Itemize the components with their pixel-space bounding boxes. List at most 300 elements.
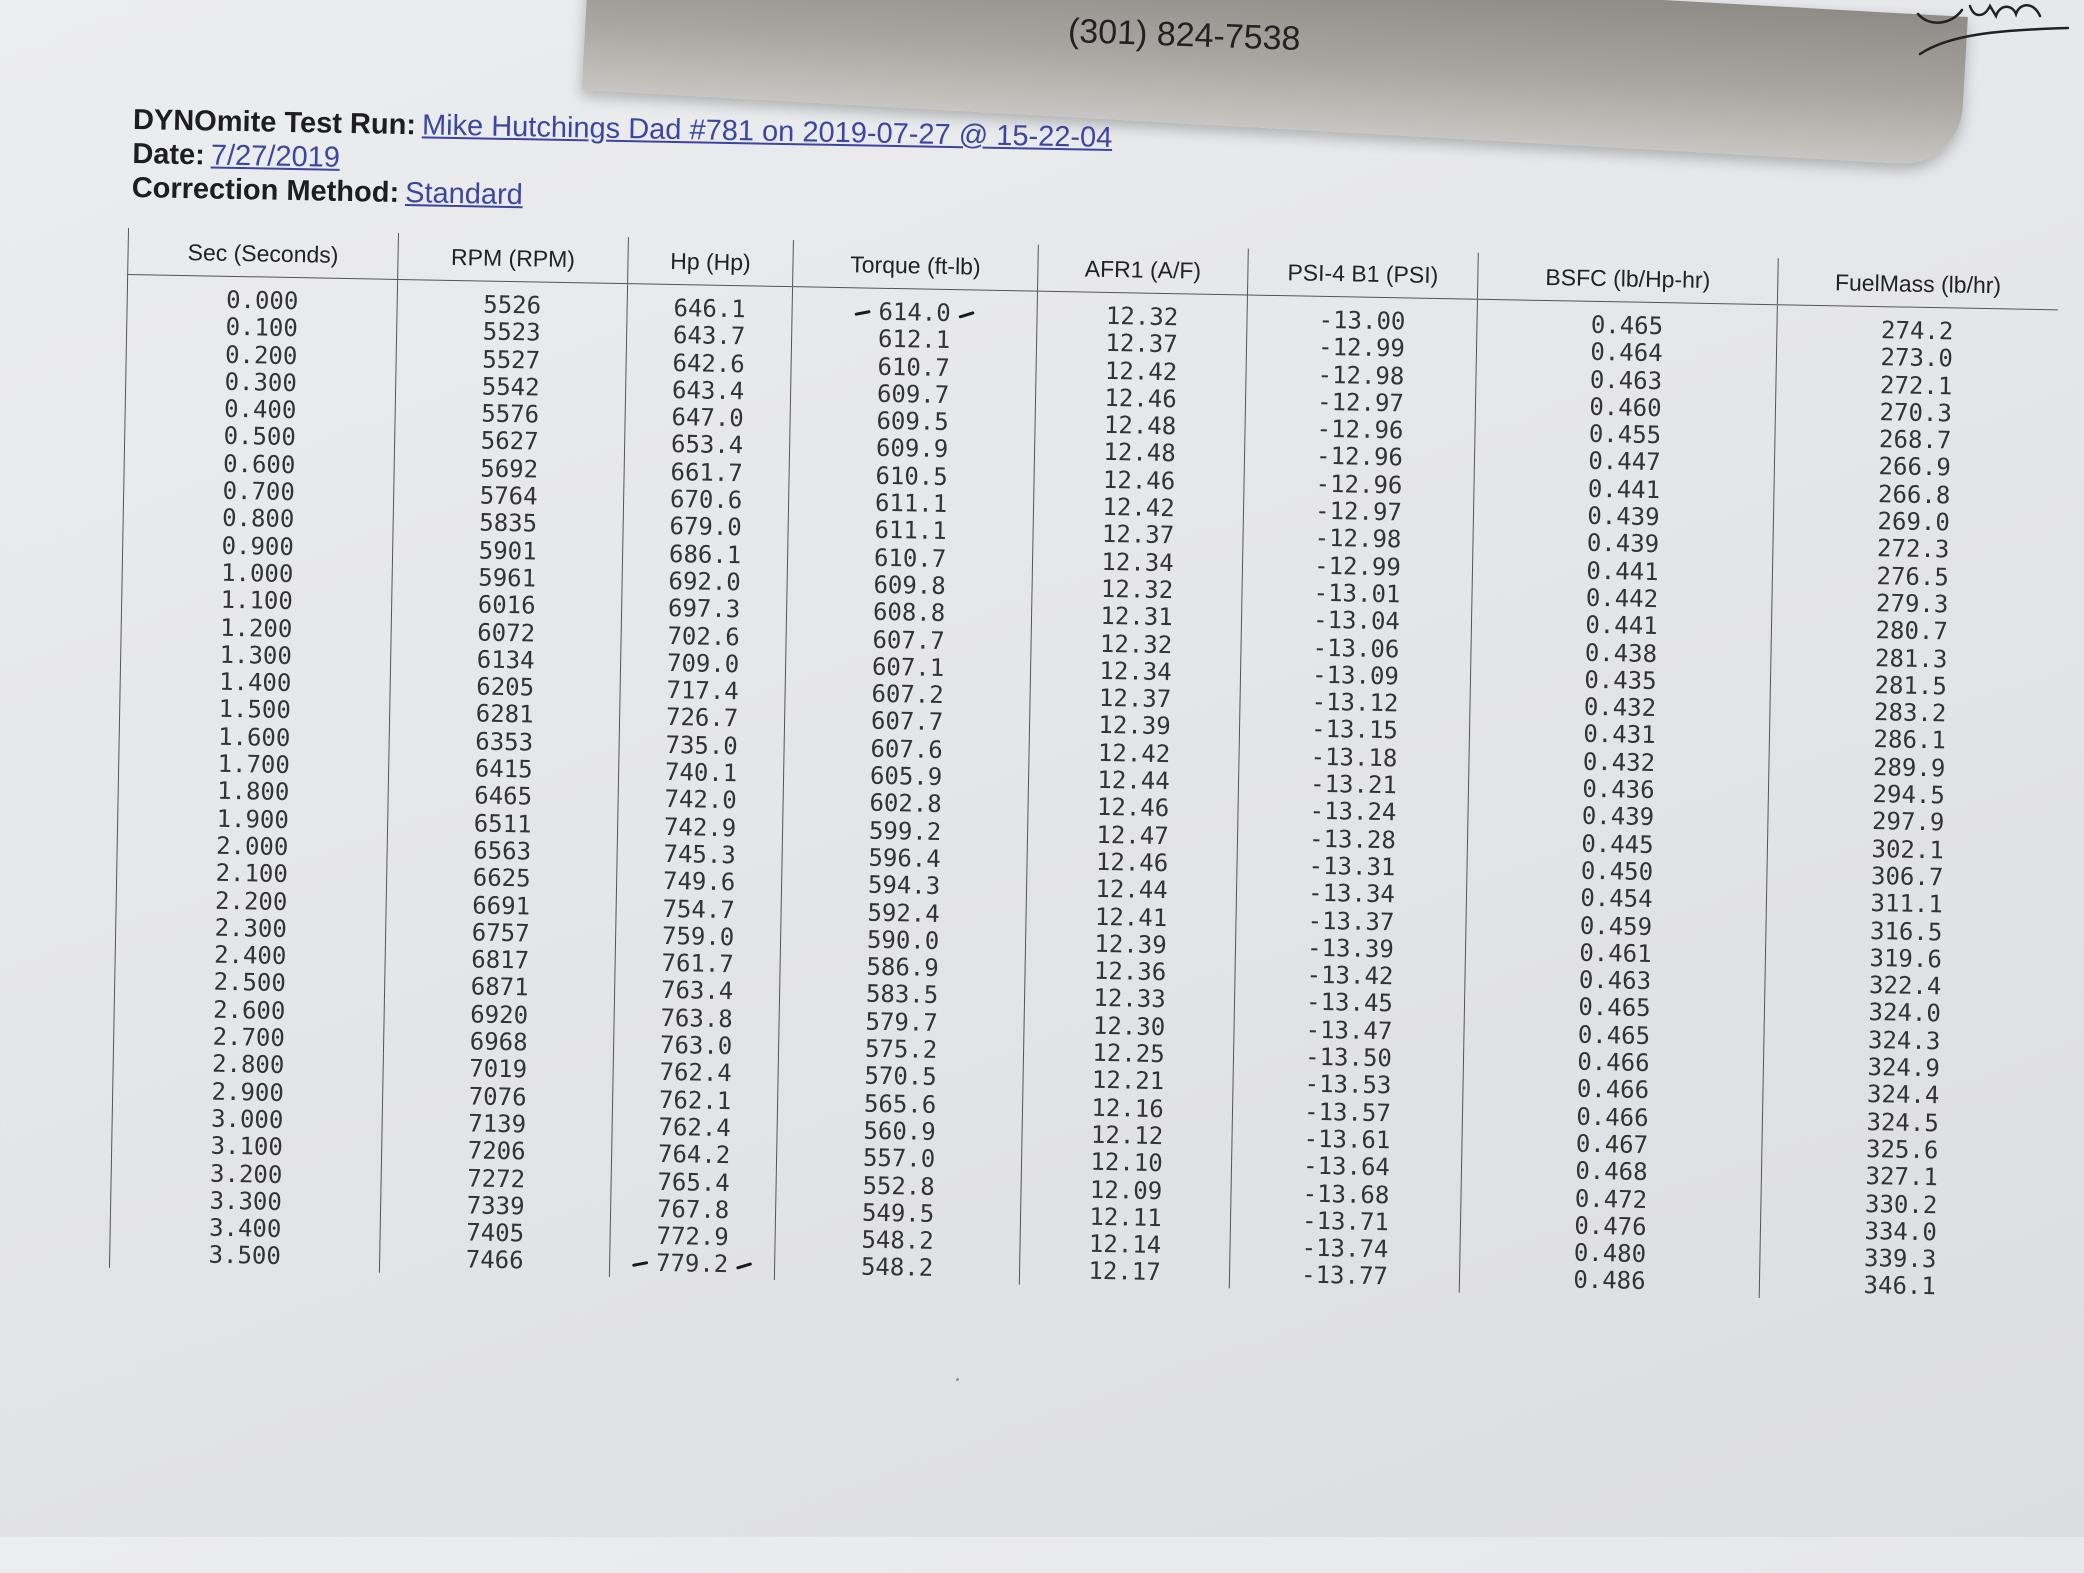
table-cell: 611.1 bbox=[788, 488, 1033, 520]
table-cell: 692.0 bbox=[622, 567, 787, 597]
table-cell: 324.0 bbox=[1764, 998, 2044, 1030]
table-cell: 281.5 bbox=[1770, 670, 2050, 702]
column-header: RPM (RPM) bbox=[398, 233, 629, 284]
table-cell: 609.8 bbox=[787, 570, 1032, 602]
table-cell: 762.4 bbox=[612, 1113, 777, 1143]
column-header: Torque (ft-lb) bbox=[793, 240, 1039, 291]
table-cell: 0.465 bbox=[1464, 992, 1764, 1025]
table-cell: 12.36 bbox=[1025, 957, 1235, 988]
column-header: FuelMass (lb/hr) bbox=[1777, 258, 2058, 310]
column-header: BSFC (lb/Hp-hr) bbox=[1477, 253, 1778, 305]
table-cell: 7339 bbox=[380, 1191, 610, 1223]
table-cell: 294.5 bbox=[1768, 779, 2048, 811]
table-cell: 608.8 bbox=[786, 597, 1031, 629]
table-cell: 697.3 bbox=[621, 594, 786, 624]
table-cell: 2.200 bbox=[116, 885, 386, 917]
table-cell: -13.04 bbox=[1241, 606, 1471, 638]
table-cell: 609.7 bbox=[790, 379, 1035, 411]
table-cell: 6920 bbox=[384, 1000, 614, 1032]
table-cell: -13.15 bbox=[1239, 715, 1469, 747]
table-cell: 12.46 bbox=[1028, 793, 1238, 824]
table-cell: 605.9 bbox=[783, 761, 1028, 793]
table-cell: -13.01 bbox=[1242, 578, 1472, 610]
table-cell: 7272 bbox=[381, 1163, 611, 1195]
table-cell: 3.000 bbox=[112, 1104, 382, 1136]
table-cell: 0.800 bbox=[123, 503, 393, 535]
table-cell: 2.100 bbox=[116, 858, 386, 890]
table-cell: 12.42 bbox=[1033, 493, 1243, 524]
pen-tick-mark bbox=[959, 311, 975, 319]
table-cell: 12.44 bbox=[1026, 875, 1236, 906]
table-cell: 0.455 bbox=[1475, 419, 1775, 452]
table-cell: 0.200 bbox=[126, 340, 396, 372]
table-cell: 6511 bbox=[387, 808, 617, 840]
table-cell: 7076 bbox=[382, 1081, 612, 1113]
table-cell: 12.09 bbox=[1021, 1175, 1231, 1206]
table-cell: 0.468 bbox=[1461, 1156, 1761, 1189]
table-cell: 611.1 bbox=[788, 516, 1033, 548]
table-cell: -12.97 bbox=[1245, 387, 1475, 419]
table-cell: 266.9 bbox=[1774, 452, 2054, 484]
table-cell: 579.7 bbox=[779, 1007, 1024, 1039]
table-cell: 12.34 bbox=[1032, 547, 1242, 578]
table-cell: 0.472 bbox=[1461, 1183, 1761, 1216]
table-cell: 0.464 bbox=[1476, 337, 1776, 370]
table-cell: 0.467 bbox=[1462, 1128, 1762, 1161]
table-cell: 3.400 bbox=[110, 1213, 380, 1245]
table-cell: 324.9 bbox=[1763, 1052, 2043, 1084]
table-cell: -13.61 bbox=[1232, 1124, 1462, 1156]
table-cell: 670.6 bbox=[623, 485, 788, 515]
table-cell: 0.700 bbox=[123, 476, 393, 508]
table-cell: 599.2 bbox=[782, 816, 1027, 848]
stray-mark bbox=[956, 1378, 959, 1381]
table-cell: 6691 bbox=[386, 890, 616, 922]
table-cell: 594.3 bbox=[781, 870, 1026, 902]
table-cell: 12.33 bbox=[1024, 984, 1234, 1015]
table-cell: 272.1 bbox=[1776, 370, 2056, 402]
table-cell: -13.06 bbox=[1241, 633, 1471, 665]
table-cell: 2.400 bbox=[115, 940, 385, 972]
table-cell: 6072 bbox=[391, 617, 621, 649]
table-cell: 0.441 bbox=[1472, 555, 1772, 588]
table-cell: 12.37 bbox=[1033, 520, 1243, 551]
table-cell: 1.200 bbox=[121, 612, 391, 644]
table-cell: 266.8 bbox=[1774, 479, 2054, 511]
table-cell: 12.48 bbox=[1034, 438, 1244, 469]
table-cell: 324.3 bbox=[1764, 1025, 2044, 1057]
table-cell: 311.1 bbox=[1766, 888, 2046, 920]
table-cell: 12.46 bbox=[1035, 384, 1245, 415]
table-cell: 6353 bbox=[389, 727, 619, 759]
table-cell: 7139 bbox=[382, 1109, 612, 1141]
table-cell: 276.5 bbox=[1772, 561, 2052, 593]
table-cell: 552.8 bbox=[776, 1171, 1021, 1203]
table-cell: 0.480 bbox=[1460, 1238, 1760, 1271]
table-cell: 319.6 bbox=[1765, 943, 2045, 975]
table-cell: 12.30 bbox=[1024, 1011, 1234, 1042]
table-cell: 12.48 bbox=[1035, 411, 1245, 442]
table-cell: 12.42 bbox=[1036, 356, 1246, 387]
table-cell: 607.1 bbox=[785, 652, 1030, 684]
table-cell: 12.34 bbox=[1030, 656, 1240, 687]
table-cell: 0.465 bbox=[1477, 299, 1778, 342]
table-cell: 12.39 bbox=[1025, 929, 1235, 960]
table-cell: 0.439 bbox=[1473, 528, 1773, 561]
table-cell: 0.476 bbox=[1460, 1210, 1760, 1243]
table-cell: 592.4 bbox=[781, 898, 1026, 930]
table-cell: 297.9 bbox=[1768, 806, 2048, 838]
table-cell: 0.500 bbox=[124, 421, 394, 453]
table-cell: 0.441 bbox=[1471, 610, 1771, 643]
test-run-label: DYNOmite Test Run: bbox=[132, 104, 417, 142]
table-cell: 272.3 bbox=[1773, 534, 2053, 566]
table-cell: 286.1 bbox=[1769, 725, 2049, 757]
table-cell: 763.0 bbox=[613, 1031, 778, 1061]
table-cell: 12.21 bbox=[1023, 1066, 1233, 1097]
table-cell: -12.99 bbox=[1246, 333, 1476, 365]
table-cell: 0.435 bbox=[1470, 665, 1770, 698]
table-cell: 549.5 bbox=[775, 1198, 1020, 1230]
table-cell: 742.0 bbox=[618, 785, 783, 815]
table-cell: 0.000 bbox=[127, 274, 398, 317]
table-cell: 761.7 bbox=[615, 949, 780, 979]
table-cell: -12.96 bbox=[1245, 415, 1475, 447]
table-cell: 610.7 bbox=[787, 543, 1032, 575]
table-cell: 5961 bbox=[392, 563, 622, 595]
table-cell: 334.0 bbox=[1760, 1216, 2040, 1248]
table-cell: -12.99 bbox=[1242, 551, 1472, 583]
table-cell: 324.4 bbox=[1763, 1079, 2043, 1111]
dyno-data-table bbox=[109, 228, 2058, 1303]
table-cell: 570.5 bbox=[778, 1061, 1023, 1093]
table-cell: 5542 bbox=[395, 372, 625, 404]
table-cell: 0.466 bbox=[1462, 1101, 1762, 1134]
table-cell: 5835 bbox=[393, 508, 623, 540]
table-cell: 7206 bbox=[381, 1136, 611, 1168]
table-cell: 12.17 bbox=[1019, 1257, 1229, 1288]
pen-tick-mark bbox=[632, 1261, 648, 1267]
table-cell: 762.1 bbox=[612, 1086, 777, 1116]
table-cell: 0.454 bbox=[1466, 883, 1766, 916]
table-cell: -13.53 bbox=[1233, 1070, 1463, 1102]
table-cell: 745.3 bbox=[617, 840, 782, 870]
table-cell: -13.37 bbox=[1236, 906, 1466, 938]
table-cell: 2.600 bbox=[114, 995, 384, 1027]
table-cell: 0.600 bbox=[124, 449, 394, 481]
table-cell: 0.459 bbox=[1466, 910, 1766, 943]
table-cell: 6625 bbox=[386, 863, 616, 895]
table-cell: 5527 bbox=[396, 345, 626, 377]
table-cell: 548.2 bbox=[775, 1225, 1020, 1257]
table-cell: 0.100 bbox=[126, 312, 396, 344]
table-cell: 767.8 bbox=[610, 1195, 775, 1225]
table-cell: 642.6 bbox=[626, 349, 791, 379]
table-cell: 679.0 bbox=[623, 512, 788, 542]
correction-link[interactable]: Standard bbox=[404, 177, 524, 212]
table-cell: 583.5 bbox=[779, 979, 1024, 1011]
table-cell: 12.37 bbox=[1036, 329, 1246, 360]
table-cell: 12.32 bbox=[1031, 629, 1241, 660]
table-cell: 6757 bbox=[385, 918, 615, 950]
table-cell: 590.0 bbox=[780, 925, 1025, 957]
table-cell: -13.39 bbox=[1235, 933, 1465, 965]
table-cell: 324.5 bbox=[1762, 1107, 2042, 1139]
table-cell: 607.7 bbox=[784, 707, 1029, 739]
table-cell: 762.4 bbox=[613, 1058, 778, 1088]
table-cell: 1.000 bbox=[122, 558, 392, 590]
table-cell: 610.5 bbox=[789, 461, 1034, 493]
table-cell: 5692 bbox=[394, 454, 624, 486]
table-cell: 661.7 bbox=[624, 458, 789, 488]
table-cell: 763.4 bbox=[614, 976, 779, 1006]
table-cell: 1.100 bbox=[121, 585, 391, 617]
pen-tick-mark bbox=[854, 309, 870, 315]
table-cell: 280.7 bbox=[1771, 615, 2051, 647]
table-cell: -13.31 bbox=[1237, 851, 1467, 883]
table-cell: 12.25 bbox=[1023, 1039, 1233, 1070]
date-label: Date: bbox=[132, 138, 206, 172]
table-cell: 12.42 bbox=[1029, 738, 1239, 769]
table-cell: 2.900 bbox=[112, 1076, 382, 1108]
table-cell: 325.6 bbox=[1762, 1134, 2042, 1166]
table-cell: 6016 bbox=[391, 590, 621, 622]
table-cell: 270.3 bbox=[1775, 397, 2055, 429]
table-cell: 6134 bbox=[390, 645, 620, 677]
column-header: AFR1 (A/F) bbox=[1038, 245, 1249, 295]
table-cell: 602.8 bbox=[783, 788, 1028, 820]
table-cell bbox=[609, 1249, 774, 1279]
table-cell: 607.2 bbox=[785, 679, 1030, 711]
table-cell: 339.3 bbox=[1760, 1243, 2040, 1275]
table-cell: 0.431 bbox=[1469, 719, 1769, 752]
table-cell: 0.465 bbox=[1464, 1019, 1764, 1052]
handwritten-phone-number: (301) 824-7538 bbox=[1067, 11, 1302, 59]
table-cell: 565.6 bbox=[777, 1089, 1022, 1121]
table-cell: 647.0 bbox=[625, 403, 790, 433]
table-cell: 1.800 bbox=[118, 776, 388, 808]
table-cell: 764.2 bbox=[611, 1140, 776, 1170]
table-cell: 273.0 bbox=[1776, 343, 2056, 375]
table-cell-value: 614.0 bbox=[878, 297, 951, 328]
table-cell: -13.42 bbox=[1235, 961, 1465, 993]
table-cell: 772.9 bbox=[610, 1222, 775, 1252]
table-cell: 759.0 bbox=[615, 922, 780, 952]
table-cell: 643.4 bbox=[625, 376, 790, 406]
table-cell: -13.28 bbox=[1237, 824, 1467, 856]
table-cell: 3.500 bbox=[109, 1240, 379, 1272]
table-cell: -13.00 bbox=[1247, 295, 1478, 337]
table-cell: -13.57 bbox=[1232, 1097, 1462, 1129]
table-cell: 740.1 bbox=[618, 758, 783, 788]
table-cell: 302.1 bbox=[1767, 834, 2047, 866]
table-cell: 3.100 bbox=[111, 1131, 381, 1163]
table-cell: 3.200 bbox=[111, 1158, 381, 1190]
test-run-link[interactable]: Mike Hutchings Dad #781 on 2019-07-27 @ 15-22-04 bbox=[421, 109, 1113, 155]
table-cell: 6281 bbox=[389, 699, 619, 731]
table-cell: 289.9 bbox=[1769, 752, 2049, 784]
table-cell-value: 779.2 bbox=[655, 1249, 729, 1279]
table-cell: 0.436 bbox=[1468, 774, 1768, 807]
table-cell: 2.300 bbox=[115, 913, 385, 945]
table-cell: 607.7 bbox=[786, 625, 1031, 657]
table-cell: 612.1 bbox=[791, 324, 1036, 356]
table-cell: 754.7 bbox=[616, 895, 781, 925]
table-cell: 322.4 bbox=[1765, 970, 2045, 1002]
table-cell: 5576 bbox=[395, 399, 625, 431]
table-cell: 749.6 bbox=[616, 867, 781, 897]
date-line bbox=[132, 138, 340, 175]
correction-line bbox=[131, 172, 523, 212]
table-cell: 0.439 bbox=[1473, 501, 1773, 534]
table-cell bbox=[792, 287, 1038, 329]
table-cell: 3.300 bbox=[110, 1186, 380, 1218]
table-cell: 346.1 bbox=[1759, 1270, 2039, 1302]
table-cell: 7405 bbox=[380, 1218, 610, 1250]
table-cell: 0.432 bbox=[1469, 746, 1769, 779]
table-cell: 646.1 bbox=[627, 284, 793, 325]
table-cell: 548.2 bbox=[774, 1252, 1019, 1284]
table-cell: 1.300 bbox=[120, 640, 390, 672]
table-cell: 586.9 bbox=[780, 952, 1025, 984]
table-cell: 0.438 bbox=[1471, 637, 1771, 670]
table-cell: 12.32 bbox=[1032, 575, 1242, 606]
table-cell: -13.24 bbox=[1238, 797, 1468, 829]
table-body bbox=[109, 274, 2057, 1302]
table-cell: -12.96 bbox=[1244, 442, 1474, 474]
table-cell: 330.2 bbox=[1761, 1189, 2041, 1221]
table-cell: 6871 bbox=[384, 972, 614, 1004]
table-cell: -13.45 bbox=[1234, 988, 1464, 1020]
table-cell: 726.7 bbox=[619, 704, 784, 734]
table-cell: 575.2 bbox=[778, 1034, 1023, 1066]
table-cell: -13.77 bbox=[1229, 1261, 1459, 1293]
table-cell: 0.486 bbox=[1459, 1265, 1759, 1298]
table-cell: 6968 bbox=[383, 1027, 613, 1059]
table-cell: 269.0 bbox=[1773, 506, 2053, 538]
table-cell: 306.7 bbox=[1767, 861, 2047, 893]
table-cell: 7466 bbox=[379, 1245, 609, 1277]
table-cell: 610.7 bbox=[791, 352, 1036, 384]
table-cell: 12.14 bbox=[1020, 1230, 1230, 1261]
table-cell: 2.500 bbox=[114, 967, 384, 999]
table-cell: 279.3 bbox=[1772, 588, 2052, 620]
table-cell: 12.41 bbox=[1026, 902, 1236, 933]
table-cell: 6563 bbox=[387, 836, 617, 868]
table-cell: 557.0 bbox=[776, 1143, 1021, 1175]
table-cell: 6415 bbox=[388, 754, 618, 786]
table-cell: -13.12 bbox=[1240, 688, 1470, 720]
table-cell: 6465 bbox=[388, 781, 618, 813]
table-cell: 6817 bbox=[385, 945, 615, 977]
table-cell: 316.5 bbox=[1766, 916, 2046, 948]
table-cell: 268.7 bbox=[1775, 424, 2055, 456]
table-cell: 5523 bbox=[396, 317, 626, 349]
table-cell: 0.447 bbox=[1474, 446, 1774, 479]
table-cell: 12.46 bbox=[1027, 848, 1237, 879]
table-cell: 609.5 bbox=[790, 406, 1035, 438]
table-cell: 5526 bbox=[397, 279, 628, 321]
table-cell: 5627 bbox=[394, 426, 624, 458]
table-cell: 742.9 bbox=[617, 813, 782, 843]
table-cell: 0.466 bbox=[1463, 1074, 1763, 1107]
table-cell: 686.1 bbox=[622, 540, 787, 570]
table-cell: 596.4 bbox=[782, 843, 1027, 875]
table-cell: 1.900 bbox=[117, 804, 387, 836]
table-cell: 0.300 bbox=[125, 367, 395, 399]
table-cell: 0.463 bbox=[1476, 364, 1776, 397]
table-cell: 5901 bbox=[392, 536, 622, 568]
table-cell: 1.500 bbox=[119, 694, 389, 726]
table-cell: 6205 bbox=[390, 672, 620, 704]
table-cell: 2.800 bbox=[113, 1049, 383, 1081]
table-cell: -13.18 bbox=[1239, 742, 1469, 774]
table-cell: 0.460 bbox=[1475, 392, 1775, 425]
table-cell: 0.461 bbox=[1465, 937, 1765, 970]
table-cell: 1.600 bbox=[119, 722, 389, 754]
table-cell: -12.96 bbox=[1244, 469, 1474, 501]
table-cell: -13.74 bbox=[1230, 1233, 1460, 1265]
table-cell: 1.400 bbox=[120, 667, 390, 699]
table-cell: 0.432 bbox=[1470, 692, 1770, 725]
table-cell: 607.6 bbox=[784, 734, 1029, 766]
table-cell: 609.9 bbox=[789, 434, 1034, 466]
table-cell: 709.0 bbox=[620, 649, 785, 679]
date-link[interactable]: 7/27/2019 bbox=[210, 139, 341, 174]
table-cell: 763.8 bbox=[614, 1004, 779, 1034]
table-cell: 1.700 bbox=[118, 749, 388, 781]
table-cell: 12.39 bbox=[1029, 711, 1239, 742]
table-cell: 0.439 bbox=[1468, 801, 1768, 834]
table-cell: 12.16 bbox=[1022, 1093, 1232, 1124]
table-cell: 0.900 bbox=[122, 531, 392, 563]
table-cell: -13.68 bbox=[1231, 1179, 1461, 1211]
table-cell: -13.71 bbox=[1230, 1206, 1460, 1238]
table-cell: -12.98 bbox=[1243, 524, 1473, 556]
table-cell: -12.98 bbox=[1246, 360, 1476, 392]
table-cell: 560.9 bbox=[777, 1116, 1022, 1148]
table-cell: 281.3 bbox=[1771, 643, 2051, 675]
table-cell: 12.32 bbox=[1037, 291, 1248, 333]
table-cell: -12.97 bbox=[1243, 497, 1473, 529]
table-cell: 0.442 bbox=[1472, 583, 1772, 616]
table-cell: 12.11 bbox=[1020, 1202, 1230, 1233]
table-cell: 765.4 bbox=[611, 1167, 776, 1197]
table-cell: 643.7 bbox=[626, 321, 791, 351]
table-cell: 0.445 bbox=[1467, 828, 1767, 861]
table-cell: 327.1 bbox=[1761, 1161, 2041, 1193]
table-cell: 12.46 bbox=[1034, 465, 1244, 496]
table-cell: 0.450 bbox=[1467, 856, 1767, 889]
table-cell: -13.64 bbox=[1231, 1152, 1461, 1184]
table-cell: -13.34 bbox=[1236, 879, 1466, 911]
table-cell: -13.21 bbox=[1238, 769, 1468, 801]
table-cell: -13.47 bbox=[1234, 1015, 1464, 1047]
table-cell: 7019 bbox=[383, 1054, 613, 1086]
correction-label: Correction Method: bbox=[131, 172, 400, 209]
column-header: Hp (Hp) bbox=[628, 237, 794, 287]
table-cell: 717.4 bbox=[620, 676, 785, 706]
table-cell: 653.4 bbox=[624, 431, 789, 461]
table-cell: 0.463 bbox=[1465, 965, 1765, 998]
table-cell: -13.50 bbox=[1233, 1042, 1463, 1074]
table-cell: 0.466 bbox=[1463, 1047, 1763, 1080]
column-header: Sec (Seconds) bbox=[128, 228, 399, 279]
table-cell: 0.441 bbox=[1474, 473, 1774, 506]
table-cell: 274.2 bbox=[1777, 305, 2058, 348]
table-cell: 2.700 bbox=[113, 1022, 383, 1054]
table-cell: 12.10 bbox=[1021, 1148, 1231, 1179]
